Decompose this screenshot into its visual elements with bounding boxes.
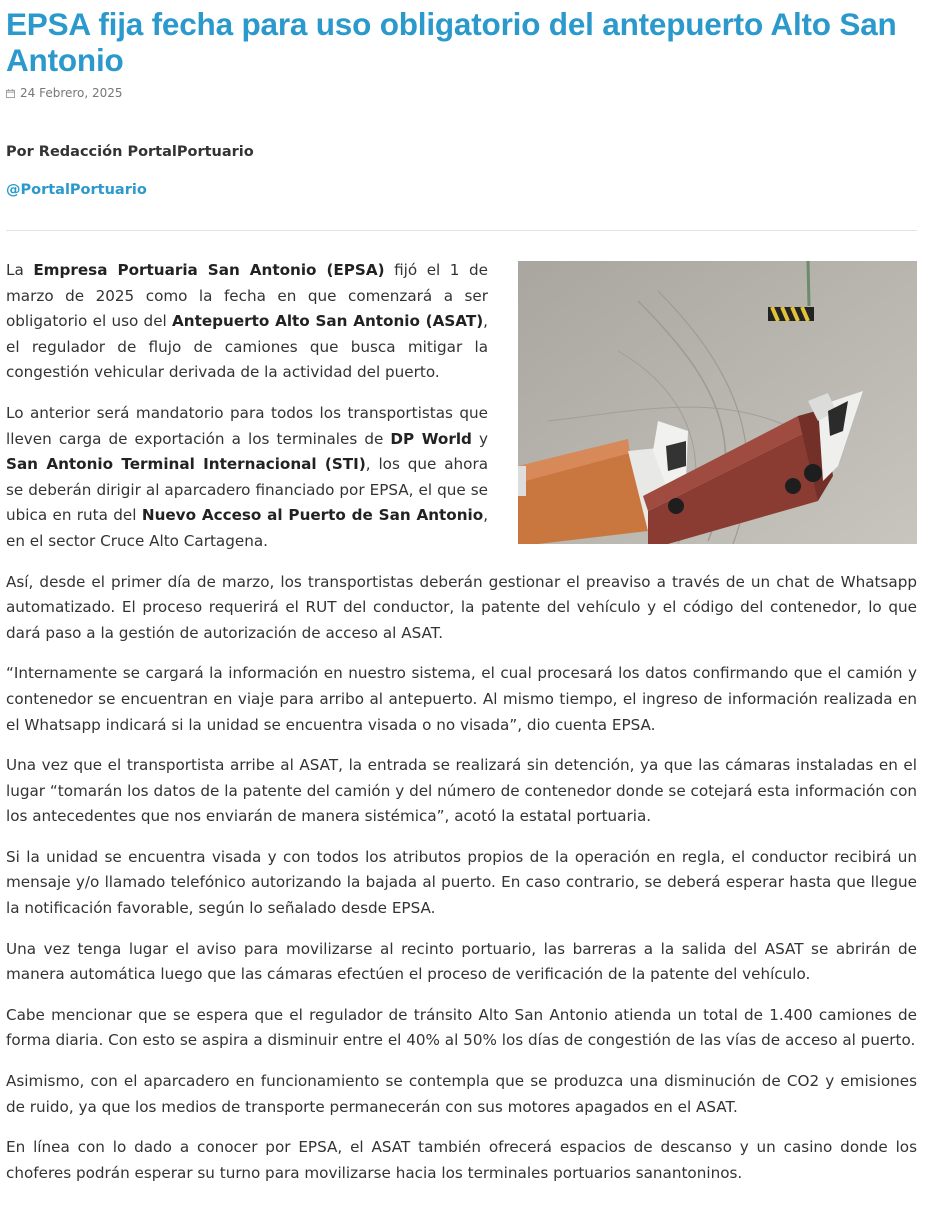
date-text: 24 Febrero, 2025 — [20, 86, 123, 100]
calendar-icon — [6, 89, 15, 98]
article-photo-trucks — [518, 261, 917, 544]
p2-bold-sti: San Antonio Terminal Internacional (STI) — [6, 455, 366, 474]
paragraph-5: Una vez que el transportista arribe al ASAT, la entrada se realizará sin detención, ya que las cámaras instaladas en el lugar “tomarán los datos de la patente del camión y del número de contenedor donde se cotejará esta información con los antecedentes que nos enviarán de manera sistémica”, acotó la estatal portuaria. — [6, 756, 917, 826]
paragraph-4: “Internamente se cargará la información en nuestro sistema, el cual procesará los datos confirmando que el camión y contenedor se encuentran en viaje para arribo al antepuerto. Al mismo tiempo, el ingreso de información realizada en el Whatsapp indicará si la unidad se encuentra visada o no visada”, dio cuenta EPSA. — [6, 664, 917, 734]
p1-text: La — [6, 261, 34, 279]
p2-text: y — [471, 429, 488, 448]
p2-bold-dpworld: DP World — [390, 429, 472, 448]
p1-text: fijó el 1 de marzo de 2025 como la fecha en que comenzará a ser obligatorio el uso del — [6, 261, 488, 331]
p2-bold-access: Nuevo Acceso al Puerto de San Antonio — [141, 506, 484, 525]
paragraph-9: Asimismo, con el aparcadero en funcionamiento se contempla que se produzca una disminución de CO2 y emisiones de ruido, ya que los medios de transporte permanecerán con sus motores apagados en el ASAT. — [6, 1072, 917, 1116]
p2-text: , en el sector Cruce Alto Cartagena. — [6, 506, 489, 550]
p1-bold-epsa: Empresa Portuaria San Antonio (EPSA) — [33, 261, 385, 279]
article-title: EPSA fija fecha para uso obligatorio del antepuerto Alto San Antonio — [6, 6, 897, 78]
p1-text: , el regulador de flujo de camiones que busca mitigar la congestión vehicular derivada de la actividad del puerto. — [6, 312, 488, 382]
p2-text: , los que ahora se deberán dirigir al aparcadero financiado por EPSA, el que se ubica en ruta del — [6, 455, 488, 525]
paragraph-6: Si la unidad se encuentra visada y con todos los atributos propios de la operación en regla, el conductor recibirá un mensaje y/o llamado telefónico autorizando la bajada al puerto. En caso contrario, se deberá esperar hasta que llegue la notificación favorable, según lo señalado desde EPSA. — [6, 847, 917, 918]
twitter-handle-link[interactable]: @PortalPortuario — [6, 182, 147, 198]
p1-bold-asat: Antepuerto Alto San Antonio (ASAT) — [172, 312, 484, 331]
author-byline: Por Redacción PortalPortuario — [6, 144, 254, 160]
paragraph-3: Así, desde el primer día de marzo, los transportistas deberán gestionar el preaviso a través de un chat de Whatsapp automatizado. El proceso requerirá el RUT del conductor, la patente del vehículo y el código del contenedor, lo que dará paso a la gestión de autorización de acceso al ASAT. — [6, 572, 917, 642]
p2-text: Lo anterior será mandatorio para todos los transportistas que lleven carga de exportación a los terminales de — [6, 403, 488, 448]
divider — [6, 230, 917, 231]
paragraph-7: Una vez tenga lugar el aviso para movilizarse al recinto portuario, las barreras a la salida del ASAT se abrirán de manera automática luego que las cámaras efectúen el proceso de verificación de la patente del vehículo. — [6, 939, 917, 984]
article-body — [6, 258, 917, 1186]
paragraph-10: En línea con lo dado a conocer por EPSA, el ASAT también ofrecerá espacios de descanso y un casino donde los choferes podrán esperar su turno para movilizarse hacia los terminales portuarios sanantoninos. — [6, 1138, 917, 1182]
article-date — [6, 86, 917, 100]
paragraph-8: Cabe mencionar que se espera que el regulador de tránsito Alto San Antonio atienda un total de 1.400 camiones de forma diaria. Con esto se aspira a disminuir entre el 40% al 50% los días de congestión de las vías de acceso al puerto. — [6, 1005, 917, 1050]
